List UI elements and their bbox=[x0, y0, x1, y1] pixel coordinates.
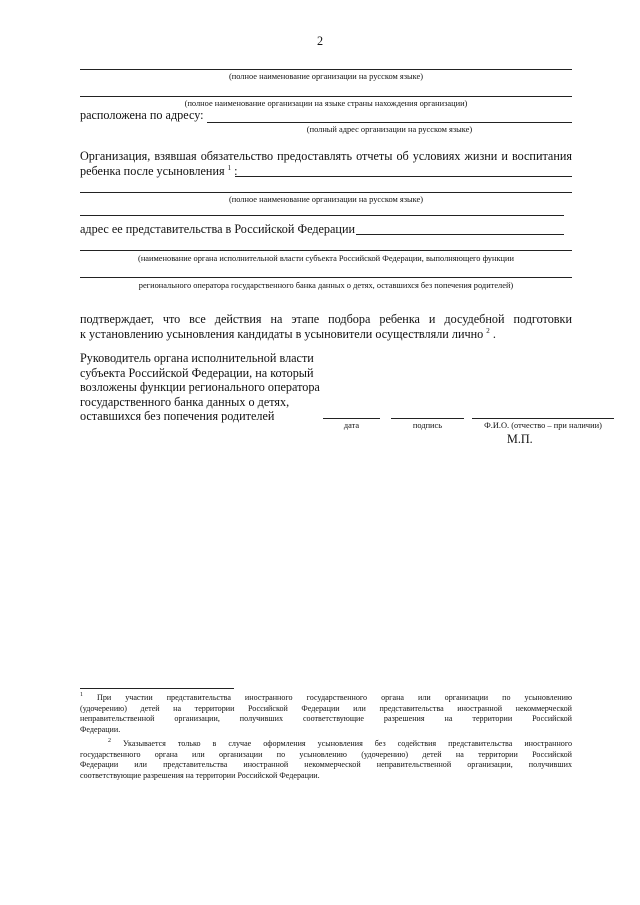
org-obligation-line1: Организация, взявшая обязательство предоставлять отчеты об условиях жизни и воспитания bbox=[80, 149, 572, 163]
footnote-2-text: Указывается только в случае оформления усыновления без содействия представительства иностранного bbox=[122, 739, 572, 748]
footnote-1-line2: (удочерению) детей на территории Российской Федерации или представительства иностранной некоммерческой bbox=[80, 704, 572, 713]
org-obligation-colon: : bbox=[234, 164, 238, 178]
head-line2: субъекта Российской Федерации, на который bbox=[80, 366, 314, 380]
confirms-line1: подтверждает, что все действия на этапе подбора ребенка и досудебной подготовки bbox=[80, 312, 572, 326]
stamp-place: М.П. bbox=[507, 432, 533, 446]
footnote-2-mark: 2 bbox=[108, 738, 111, 744]
representation-address-line bbox=[356, 234, 564, 235]
org-name-ru-caption: (полное наименование организации на русском языке) bbox=[228, 72, 424, 81]
org-extra-line bbox=[80, 215, 564, 216]
authority-caption-1: (наименование органа исполнительной власти субъекта Российской Федерации, выполняющего функции bbox=[138, 254, 514, 263]
footnote-2-line1 bbox=[108, 739, 572, 749]
confirms-line2 bbox=[80, 327, 496, 342]
footnote-2-line2: государственного органа или организации по усыновлению (удочерению) детей на территории Российской bbox=[80, 750, 572, 759]
org-name-ru-line bbox=[80, 69, 572, 70]
confirms-text: к установлению усыновления кандидаты в усыновители осуществляли лично bbox=[80, 327, 484, 341]
authority-caption-2: регионального оператора государственного банка данных о детях, оставшихся без попечения родителей) bbox=[138, 281, 514, 290]
footnote-ref-2: 2 bbox=[486, 327, 490, 335]
org-obligation-line2 bbox=[80, 164, 238, 179]
org-obligation-fill-line bbox=[235, 176, 572, 177]
head-line4: государственного банка данных о детях, bbox=[80, 395, 290, 409]
footnote-separator bbox=[80, 688, 234, 689]
date-caption: дата bbox=[343, 421, 360, 430]
authority-line-top bbox=[80, 250, 572, 251]
footnote-2-line3: Федерации или представительства иностранной некоммерческой неправительственной организации, получивших bbox=[80, 760, 572, 769]
page-number: 2 bbox=[316, 34, 324, 48]
footnote-1-line4: Федерации. bbox=[80, 725, 121, 734]
head-line1: Руководитель органа исполнительной власти bbox=[80, 351, 314, 365]
confirms-period: . bbox=[492, 327, 496, 341]
org-name-ru-2-line bbox=[80, 192, 572, 193]
signature-line bbox=[391, 418, 464, 419]
head-line3: возложены функции регионального оператора bbox=[80, 380, 320, 394]
signature-caption: подпись bbox=[412, 421, 443, 430]
org-name-local-caption: (полное наименование организации на языке страны нахождения организации) bbox=[184, 99, 468, 108]
full-name-caption: Ф.И.О. (отчество – при наличии) bbox=[484, 421, 602, 430]
address-ru-caption: (полный адрес организации на русском языке) bbox=[306, 125, 473, 134]
full-name-line bbox=[472, 418, 614, 419]
footnote-1-text: При участии представительства иностранного государственного органа или организации по усыновлению bbox=[97, 693, 572, 702]
org-obligation-text: ребенка после усыновления bbox=[80, 164, 225, 178]
org-name-local-line bbox=[80, 96, 572, 97]
address-line bbox=[207, 122, 572, 123]
located-at-label: расположена по адресу: bbox=[80, 108, 204, 122]
date-line bbox=[323, 418, 380, 419]
footnote-ref-1: 1 bbox=[227, 164, 232, 172]
footnote-1-line1 bbox=[80, 693, 572, 703]
head-line5: оставшихся без попечения родителей bbox=[80, 409, 275, 423]
authority-line-bottom bbox=[80, 277, 572, 278]
org-name-ru-2-caption: (полное наименование организации на русском языке) bbox=[228, 195, 424, 204]
footnote-1-mark: 1 bbox=[80, 692, 83, 698]
representation-address-label: адрес ее представительства в Российской Федерации bbox=[80, 222, 356, 236]
footnote-1-line3: неправительственной организации, получивших соответствующие разрешения на территории Российской bbox=[80, 714, 572, 723]
footnote-2-line4: соответствующие разрешения на территории Российской Федерации. bbox=[80, 771, 320, 780]
